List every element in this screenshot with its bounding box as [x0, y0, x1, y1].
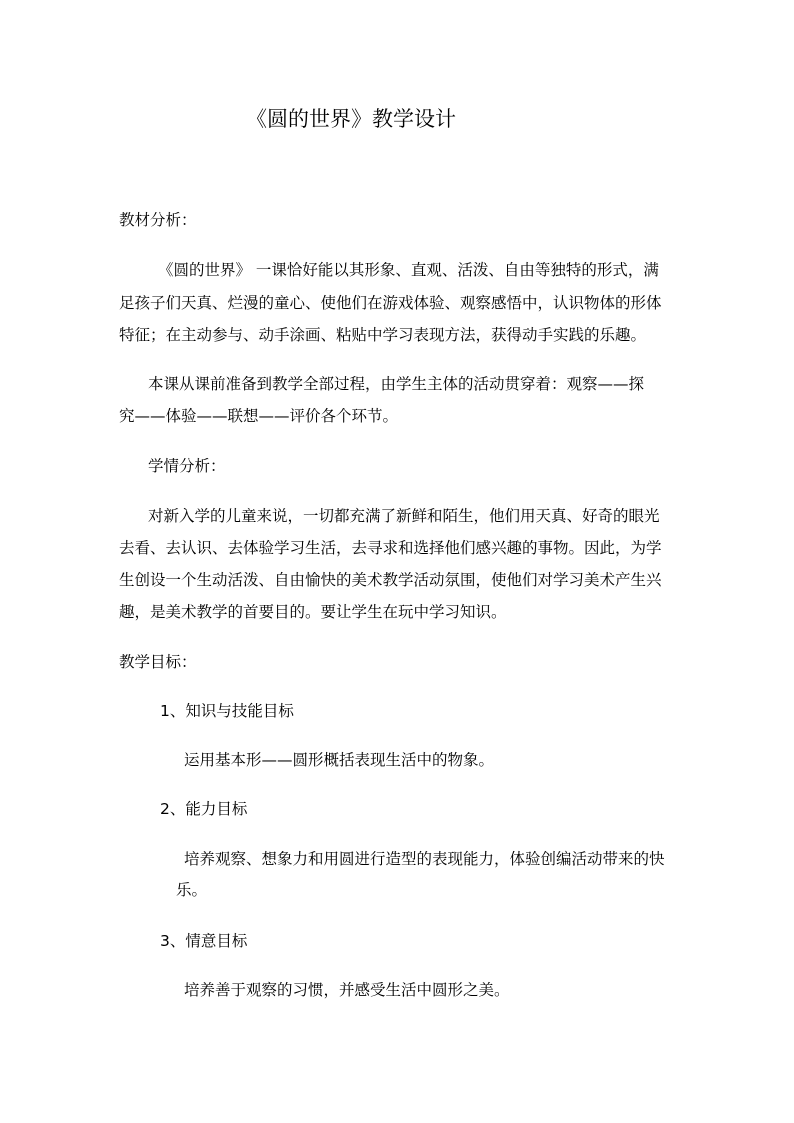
material-analysis-paragraph1-line3: 特征；在主动参与、动手涂画、粘贴中学习表现方法，获得动手实践的乐趣。: [119, 326, 647, 344]
material-analysis-paragraph2-line1: 本课从课前准备到教学全部过程，由学生主体的活动贯穿着：观察——探: [148, 375, 645, 393]
learner-analysis-line4: 趣，是美术教学的首要目的。要让学生在玩中学习知识。: [119, 603, 507, 621]
teaching-goals-heading: 教学目标：: [119, 653, 197, 671]
material-analysis-paragraph2-line2: 究——体验——联想——评价各个环节。: [119, 407, 399, 425]
goal1-title: 1、知识与技能目标: [160, 702, 294, 720]
learner-analysis-heading: 学情分析：: [148, 457, 226, 475]
material-analysis-heading: 教材分析：: [119, 211, 197, 229]
material-analysis-paragraph1-line1: 《圆的世界》 一课恰好能以其形象、直观、活泼、自由等独特的形式，满: [158, 261, 659, 279]
goal3-title: 3、情意目标: [160, 932, 248, 950]
learner-analysis-line3: 生创设一个生动活泼、自由愉快的美术教学活动氛围，使他们对学习美术产生兴: [119, 571, 662, 589]
learner-analysis-line2: 去看、去认识、去体验学习生活，去寻求和选择他们感兴趣的事物。因此，为学: [119, 539, 662, 557]
goal2-line1: 培养观察、想象力和用圆进行造型的表现能力，体验创编活动带来的快: [184, 850, 665, 868]
goal3-text: 培养善于观察的习惯，并感受生活中圆形之美。: [184, 981, 510, 999]
material-analysis-paragraph1-line2: 足孩子们天真、烂漫的童心、使他们在游戏体验、观察感悟中，认识物体的形体: [119, 294, 662, 312]
document-title: 《圆的世界》教学设计: [246, 107, 456, 131]
goal1-text: 运用基本形——圆形概括表现生活中的物象。: [184, 751, 495, 769]
learner-analysis-line1: 对新入学的儿童来说，一切都充满了新鲜和陌生，他们用天真、好奇的眼光: [148, 507, 660, 525]
goal2-title: 2、能力目标: [160, 800, 248, 818]
goal2-line2: 乐。: [176, 881, 208, 899]
